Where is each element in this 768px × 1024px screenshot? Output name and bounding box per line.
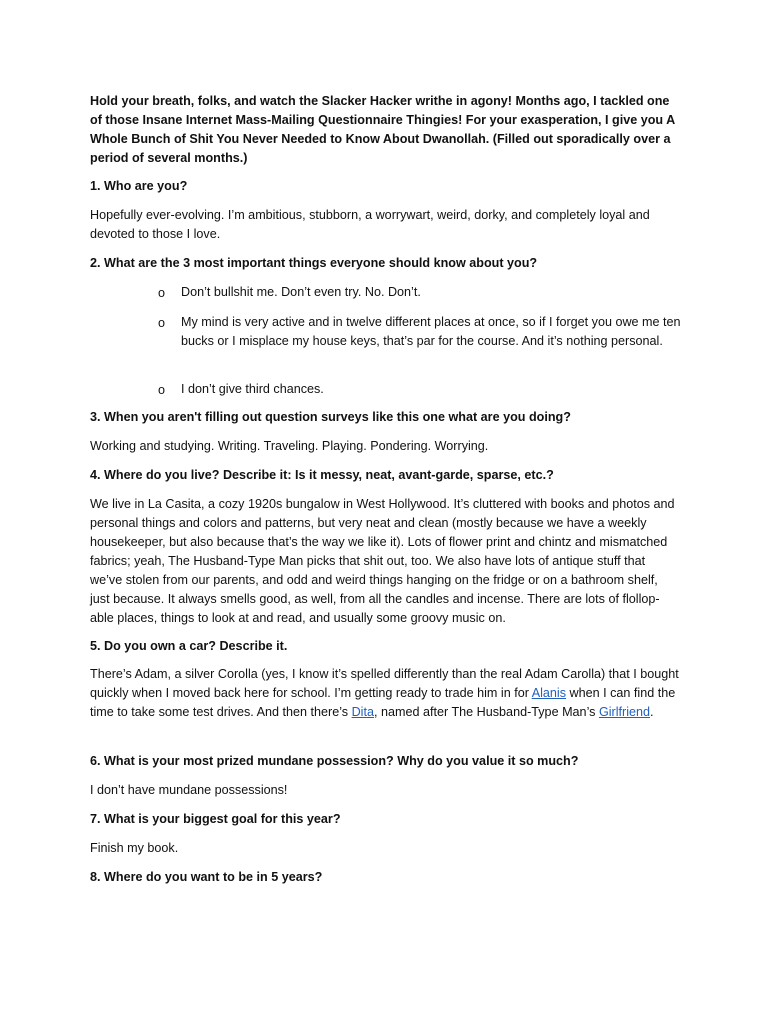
answer-5-text: , named after The Husband-Type Man’s (373, 705, 599, 719)
answer-6: I don’t have mundane possessions! (90, 783, 288, 797)
girlfriend-link[interactable]: Girlfriend (598, 705, 651, 719)
answer-7: Finish my book. (90, 841, 179, 855)
answer-5-text: when I can find the time to take some test drives. And then there’s (90, 686, 676, 719)
answer-3: Working and studying. Writing. Traveling. Playing. Pondering. Worrying. (90, 439, 489, 453)
bullet-marker: o (158, 383, 166, 397)
bullet-item: I don’t give third chances. (181, 382, 324, 396)
question-4: 4. Where do you live? Describe it: Is it messy, neat, avant-garde, sparse, etc.? (90, 468, 554, 482)
question-2: 2. What are the 3 most important things everyone should know about you? (90, 256, 538, 270)
bullet-marker: o (158, 316, 166, 330)
bullet-marker: o (158, 286, 166, 300)
alanis-link[interactable]: Alanis (531, 686, 567, 700)
answer-4: We live in La Casita, a cozy 1920s bungalow in West Hollywood. It’s cluttered with books and photos and personal things and colors and patterns, but very neat and clean (mostly because we have a weekly housekeeper, but also because that’s the way we like it). Lots of flower print and chintz and mismatched fabrics; yeah, The Husband-Type Man picks that shit out, too. We also have lots of antique stuff that we’ve stolen from our parents, and odd and weird things hanging on the fridge or on a bathroom shelf, just because. It always smells good, as well, from all the candles and incense. There are lots of flollop-able places, things to look at and read, and usually some groovy music on. (90, 497, 675, 625)
bullet-item: My mind is very active and in twelve different places at once, so if I forget you owe me ten bucks or I misplace my house keys, that’s par for the course. And it’s nothing personal. (181, 315, 681, 348)
intro-paragraph: Hold your breath, folks, and watch the Slacker Hacker writhe in agony! Months ago, I tackled one of those Insane Internet Mass-Mailing Questionnaire Thingies! For your exasperation, I give you A Whole Bunch of Shit You Never Needed to Know About Dwanollah. (Filled out sporadically over a period of several months.) (90, 94, 675, 165)
question-6: 6. What is your most prized mundane possession? Why do you value it so much? (90, 754, 579, 768)
answer-5-text: There’s Adam, a silver Corolla (yes, I know it’s spelled differently than the real Adam Carolla) that I bought quickly when I moved back here for school. I’m getting ready to trade him in for (90, 667, 679, 700)
dita-link[interactable]: Dita (351, 705, 374, 719)
question-8: 8. Where do you want to be in 5 years? (90, 870, 323, 884)
question-3: 3. When you aren't filling out question surveys like this one what are you doing? (90, 410, 571, 424)
question-1: 1. Who are you? (90, 179, 188, 193)
answer-5-text: . (650, 705, 654, 719)
answer-5 (90, 665, 680, 722)
question-5: 5. Do you own a car? Describe it. (90, 639, 288, 653)
question-7: 7. What is your biggest goal for this year? (90, 812, 341, 826)
bullet-item: Don’t bullshit me. Don’t even try. No. Don’t. (181, 285, 421, 299)
answer-1: Hopefully ever-evolving. I’m ambitious, stubborn, a worrywart, weird, dorky, and completely loyal and devoted to those I love. (90, 208, 650, 241)
